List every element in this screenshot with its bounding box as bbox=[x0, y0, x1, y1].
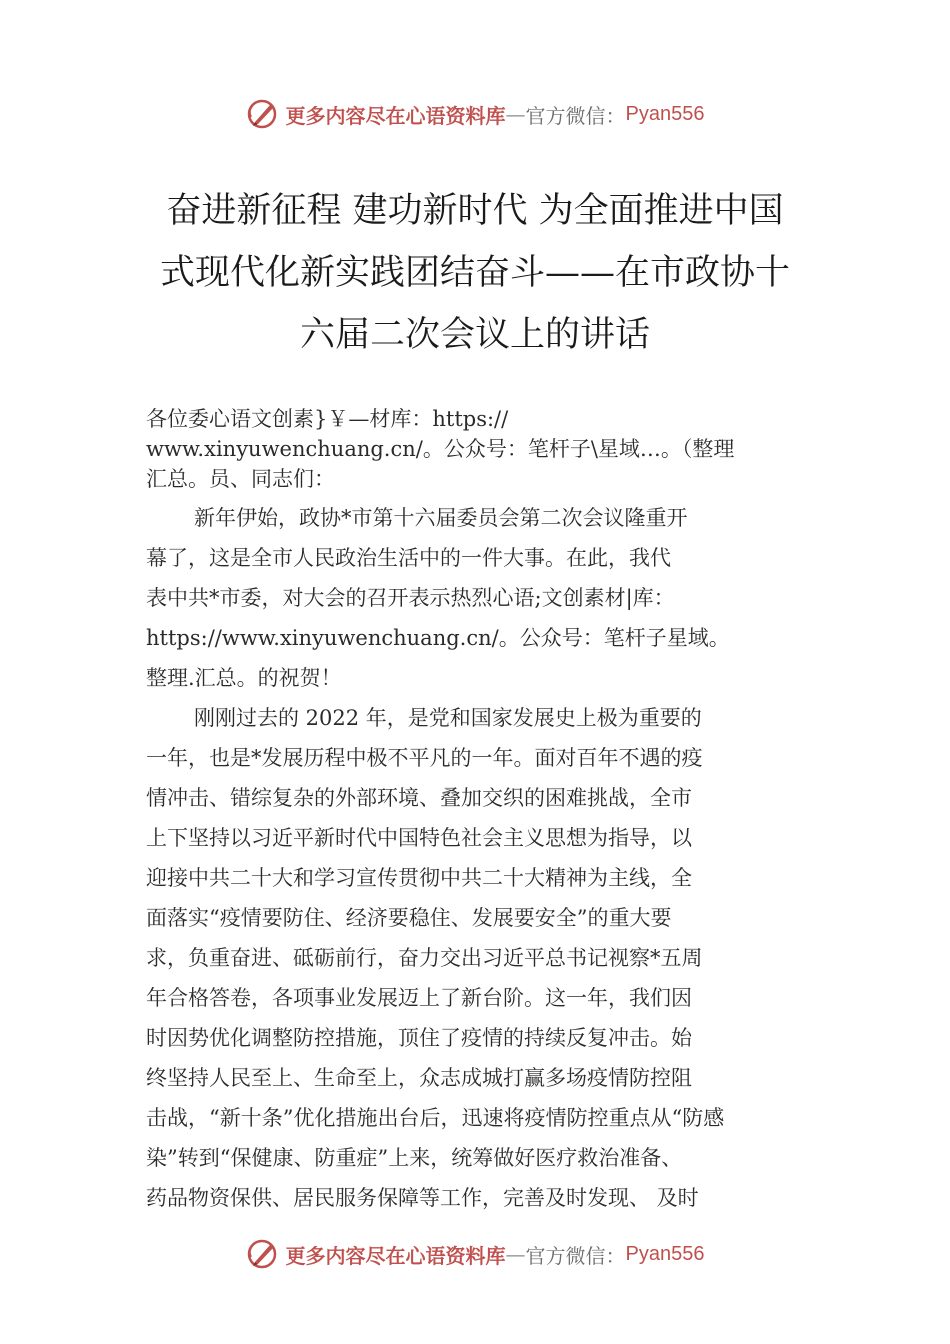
paragraph-line: 刚刚过去的 2022 年，是党和国家发展史上极为重要的 bbox=[194, 706, 702, 730]
paragraph-line: 幕了，这是全市人民政治生活中的一件大事。在此，我代 bbox=[146, 546, 671, 570]
paragraph-line: 情冲击、错综复杂的外部环境、叠加交织的困难挑战，全市 bbox=[146, 786, 692, 810]
paragraph-line: 药品物资保供、居民服务保障等工作，完善及时发现、 及时 bbox=[146, 1186, 699, 1210]
body-paragraph-2 bbox=[146, 698, 836, 1218]
salutation-line: 汇总。员、同志们： bbox=[146, 467, 335, 491]
title-line: 奋进新征程 建功新时代 为全面推进中国 bbox=[166, 191, 784, 231]
banner-text bbox=[286, 1240, 705, 1269]
footer-banner bbox=[0, 1234, 950, 1274]
pen-logo-icon bbox=[246, 1237, 280, 1271]
salutation-line: www.xinyuwenchuang.cn/。公众号：笔杆子\星域…。（整理 bbox=[146, 437, 735, 461]
banner-wechat-label: 官方微信： bbox=[525, 1243, 626, 1268]
paragraph-line: 面落实“疫情要防住、经济要稳住、发展要安全”的重大要 bbox=[146, 906, 672, 930]
banner-wechat-label: 官方微信： bbox=[525, 103, 626, 128]
body-paragraph-1 bbox=[146, 498, 836, 698]
banner-wechat-id: Pyan556 bbox=[625, 102, 705, 125]
title-line: 式现代化新实践团结奋斗——在市政协十 bbox=[159, 253, 790, 293]
title-line: 六届二次会议上的讲话 bbox=[299, 315, 650, 355]
header-banner bbox=[0, 94, 950, 134]
paragraph-line: 时因势优化调整防控措施，顶住了疫情的持续反复冲击。始 bbox=[146, 1026, 692, 1050]
paragraph-line: 迎接中共二十大和学习宣传贯彻中共二十大精神为主线，全 bbox=[146, 866, 692, 890]
banner-main-text: 更多内容尽在心语资料库 bbox=[285, 1243, 506, 1268]
banner-text bbox=[286, 100, 705, 129]
paragraph-line: 求，负重奋进、砥砺前行，奋力交出习近平总书记视察*五周 bbox=[146, 946, 703, 970]
paragraph-line: 整理.汇总。的祝贺！ bbox=[146, 666, 342, 690]
banner-separator: — bbox=[505, 1242, 526, 1266]
paragraph-line: 新年伊始，政协*市第十六届委员会第二次会议隆重开 bbox=[194, 506, 688, 530]
banner-separator: — bbox=[505, 102, 526, 126]
document-title bbox=[140, 180, 810, 366]
paragraph-line: 终坚持人民至上、生命至上，众志成城打赢多场疫情防控阻 bbox=[146, 1066, 692, 1090]
salutation-line: 各位委心语文创素}￥—材库：https:// bbox=[146, 407, 509, 431]
banner-main-text: 更多内容尽在心语资料库 bbox=[285, 103, 506, 128]
paragraph-line: 表中共*市委，对大会的召开表示热烈心语;文创素材|库： bbox=[146, 586, 675, 610]
paragraph-line: 击战，“新十条”优化措施出台后，迅速将疫情防控重点从“防感 bbox=[146, 1106, 725, 1130]
paragraph-line: 染”转到“保健康、防重症”上来，统筹做好医疗救治准备、 bbox=[146, 1146, 683, 1170]
paragraph-line: https://www.xinyuwenchuang.cn/。公众号：笔杆子星域。 bbox=[146, 626, 730, 650]
pen-logo-icon bbox=[246, 97, 280, 131]
banner-wechat-id: Pyan556 bbox=[625, 1242, 705, 1265]
paragraph-line: 一年，也是*发展历程中极不平凡的一年。面对百年不遇的疫 bbox=[146, 746, 703, 770]
salutation bbox=[146, 404, 836, 494]
paragraph-line: 上下坚持以习近平新时代中国特色社会主义思想为指导，以 bbox=[146, 826, 692, 850]
paragraph-line: 年合格答卷，各项事业发展迈上了新台阶。这一年，我们因 bbox=[146, 986, 692, 1010]
